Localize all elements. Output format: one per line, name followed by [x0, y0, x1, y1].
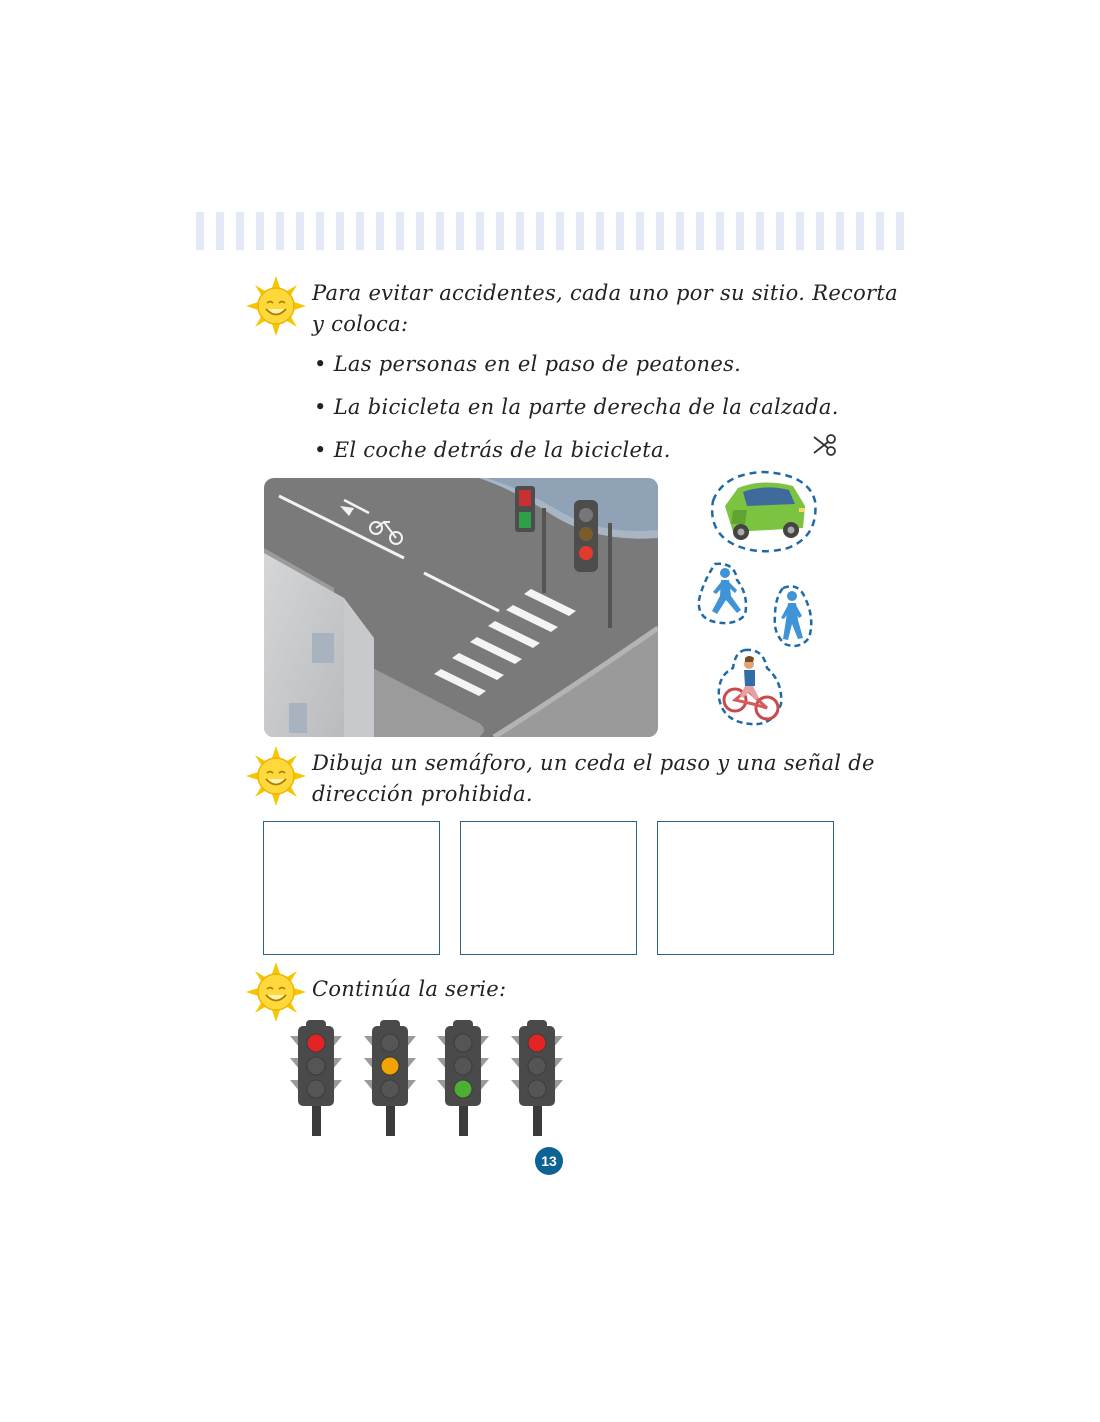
car-cutout[interactable]	[703, 466, 821, 556]
red-lamp	[528, 1034, 546, 1052]
page-number: 13	[535, 1147, 563, 1175]
sun-icon	[246, 276, 306, 336]
exercise2-instruction-line1: Dibuja un semáforo, un ceda el paso y una señal de	[312, 751, 875, 775]
exercise2-instruction-line2: dirección prohibida.	[312, 782, 533, 806]
traffic-light-3	[433, 1018, 493, 1138]
traffic-light-4	[507, 1018, 567, 1138]
exercise3-instruction: Continúa la serie:	[312, 977, 507, 1001]
drawing-box-no-entry-sign[interactable]	[657, 821, 834, 955]
bullet-item: • Las personas en el paso de peatones.	[314, 352, 741, 376]
exercise1-instruction-line2: y coloca:	[312, 312, 409, 336]
green-lamp	[528, 1080, 546, 1098]
amber-lamp	[454, 1057, 472, 1075]
sun-icon	[246, 746, 306, 806]
sun-icon	[246, 962, 306, 1022]
bullet-item: • El coche detrás de la bicicleta.	[314, 438, 671, 462]
scissors-icon	[812, 434, 838, 456]
pedestrian-cutout[interactable]	[695, 560, 751, 626]
bullet-item: • La bicicleta en la parte derecha de la calzada.	[314, 395, 839, 419]
street-crossing-illustration	[264, 478, 658, 737]
pedestrian-cutout[interactable]	[769, 582, 815, 650]
amber-lamp	[307, 1057, 325, 1075]
traffic-light-2	[360, 1018, 420, 1138]
drawing-box-traffic-light[interactable]	[263, 821, 440, 955]
red-lamp	[307, 1034, 325, 1052]
drawing-box-yield-sign[interactable]	[460, 821, 637, 955]
exercise1-instruction-line1: Para evitar accidentes, cada uno por su sitio. Recorta	[312, 281, 898, 305]
red-lamp	[381, 1034, 399, 1052]
red-lamp	[454, 1034, 472, 1052]
amber-lamp	[381, 1057, 399, 1075]
cyclist-cutout[interactable]	[715, 646, 787, 728]
amber-lamp	[528, 1057, 546, 1075]
green-lamp	[381, 1080, 399, 1098]
header-stripe-band	[196, 212, 904, 250]
green-lamp	[307, 1080, 325, 1098]
green-lamp	[454, 1080, 472, 1098]
traffic-light-1	[286, 1018, 346, 1138]
